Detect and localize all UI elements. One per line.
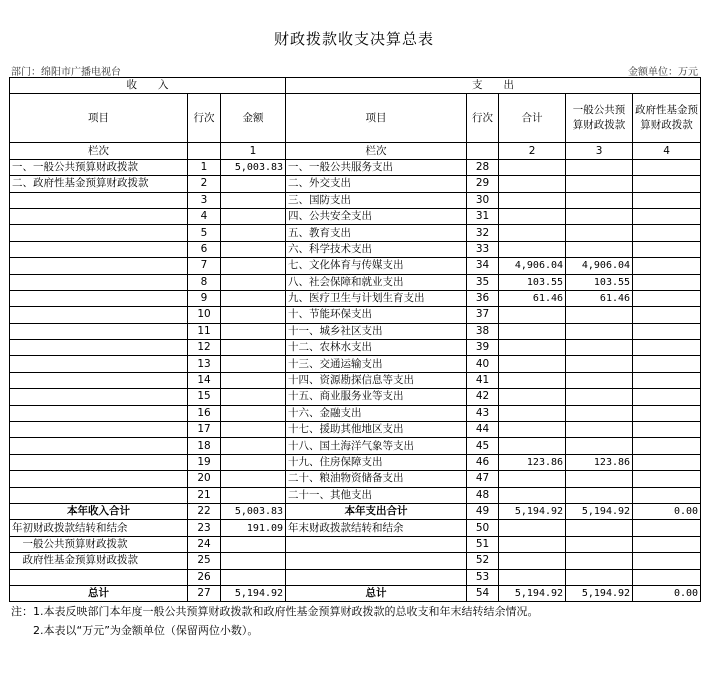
- income-rowno-cell: 27: [188, 585, 221, 601]
- expense-total-cell: [499, 241, 566, 257]
- income-item-cell: [10, 422, 188, 438]
- expense-fund-cell: [633, 422, 701, 438]
- income-item-cell: [10, 569, 188, 585]
- expense-total-cell: 103.55: [499, 274, 566, 290]
- expense-general-cell: [566, 536, 633, 552]
- income-rowno-cell: 7: [188, 258, 221, 274]
- expense-general-cell: [566, 438, 633, 454]
- expense-fund-cell: [633, 258, 701, 274]
- income-rowno-cell: 6: [188, 241, 221, 257]
- notes: [11, 602, 539, 640]
- expense-rowno-cell: 44: [467, 422, 499, 438]
- expense-item-cell: 十六、金融支出: [286, 405, 467, 421]
- expense-item-cell: 八、社会保障和就业支出: [286, 274, 467, 290]
- income-amount-cell: [221, 405, 286, 421]
- expense-rowno-cell: 45: [467, 438, 499, 454]
- expense-rowno-cell: 52: [467, 553, 499, 569]
- income-amount-cell: 5,003.83: [221, 503, 286, 519]
- expense-total-cell: [499, 372, 566, 388]
- lanci-empty: [188, 143, 221, 159]
- expense-item-cell: 五、教育支出: [286, 225, 467, 241]
- income-rowno-cell: 14: [188, 372, 221, 388]
- expense-total-cell: [499, 422, 566, 438]
- table-row: [10, 340, 701, 356]
- expense-item-cell: 十七、援助其他地区支出: [286, 422, 467, 438]
- expense-rowno-cell: 34: [467, 258, 499, 274]
- expense-rowno-cell: 30: [467, 192, 499, 208]
- expense-general-cell: [566, 569, 633, 585]
- expense-rowno-cell: 33: [467, 241, 499, 257]
- expense-total-cell: [499, 192, 566, 208]
- income-rowno-cell: 17: [188, 422, 221, 438]
- expense-rowno-cell: 46: [467, 454, 499, 470]
- expense-fund-cell: [633, 340, 701, 356]
- income-item-cell: [10, 307, 188, 323]
- expense-item-cell: 二十、粮油物资储备支出: [286, 471, 467, 487]
- lanci-col4: 4: [633, 143, 701, 159]
- expense-fund-cell: [633, 307, 701, 323]
- income-rowno-cell: 18: [188, 438, 221, 454]
- income-item-cell: [10, 454, 188, 470]
- income-amount-cell: [221, 258, 286, 274]
- income-item-cell: 政府性基金预算财政拨款: [10, 553, 188, 569]
- expense-fund-cell: [633, 192, 701, 208]
- expense-fund-cell: 0.00: [633, 503, 701, 519]
- summary-row: [10, 569, 701, 585]
- expense-total-cell: [499, 389, 566, 405]
- table-row: [10, 471, 701, 487]
- expense-item-cell: 九、医疗卫生与计划生育支出: [286, 290, 467, 306]
- expense-total-cell: [499, 471, 566, 487]
- income-amount-cell: 5,003.83: [221, 159, 286, 175]
- expense-item-cell: 十九、住房保障支出: [286, 454, 467, 470]
- income-rowno-cell: 19: [188, 454, 221, 470]
- income-rowno-cell: 15: [188, 389, 221, 405]
- table-row: [10, 372, 701, 388]
- expense-rowno-cell: 42: [467, 389, 499, 405]
- income-amount-cell: [221, 340, 286, 356]
- budget-summary-table: [9, 77, 701, 602]
- expense-fund-cell: [633, 159, 701, 175]
- expense-total-cell: [499, 176, 566, 192]
- expense-fund-cell: [633, 454, 701, 470]
- income-rowno-cell: 11: [188, 323, 221, 339]
- expense-rowno-cell: 51: [467, 536, 499, 552]
- expense-fund-cell: [633, 225, 701, 241]
- expense-rowno-cell: 29: [467, 176, 499, 192]
- income-item-cell: [10, 405, 188, 421]
- income-header: 收 入: [10, 78, 286, 94]
- column-header-row: [10, 94, 701, 143]
- expense-general-cell: [566, 159, 633, 175]
- expense-item-cell: 十四、资源勘探信息等支出: [286, 372, 467, 388]
- expense-general-cell: [566, 422, 633, 438]
- expense-rowno-cell: 31: [467, 208, 499, 224]
- expense-general-cell: [566, 241, 633, 257]
- income-item-cell: [10, 438, 188, 454]
- income-item-cell: [10, 225, 188, 241]
- expense-rowno-cell: 40: [467, 356, 499, 372]
- expense-total-cell: [499, 225, 566, 241]
- income-amount-cell: [221, 422, 286, 438]
- expense-fund-cell: [633, 356, 701, 372]
- expense-rowno-cell: 38: [467, 323, 499, 339]
- expense-item-cell: [286, 569, 467, 585]
- summary-row: [10, 585, 701, 601]
- expense-rowno-cell: 39: [467, 340, 499, 356]
- expense-general-cell: [566, 389, 633, 405]
- expense-item-cell: 四、公共安全支出: [286, 208, 467, 224]
- note-1: 注：1.本表反映部门本年度一般公共预算财政拨款和政府性基金预算财政拨款的总收支和年末结转结余情况。: [11, 605, 539, 618]
- income-item-cell: [10, 258, 188, 274]
- table-row: [10, 307, 701, 323]
- expense-general-cell: 123.86: [566, 454, 633, 470]
- expense-general-cell: 5,194.92: [566, 585, 633, 601]
- table-row: [10, 454, 701, 470]
- income-item-cell: 总计: [10, 585, 188, 601]
- expense-general-cell: 103.55: [566, 274, 633, 290]
- income-amount-cell: [221, 323, 286, 339]
- expense-general-cell: [566, 405, 633, 421]
- income-rowno-cell: 22: [188, 503, 221, 519]
- expense-fund-cell: [633, 536, 701, 552]
- lanci-col1: 1: [221, 143, 286, 159]
- income-item-cell: [10, 356, 188, 372]
- income-rowno-cell: 13: [188, 356, 221, 372]
- expense-item-cell: 年末财政拨款结转和结余: [286, 520, 467, 536]
- lanci-expense: 栏次: [286, 143, 467, 159]
- income-item-cell: 年初财政拨款结转和结余: [10, 520, 188, 536]
- income-rowno-cell: 4: [188, 208, 221, 224]
- income-item-cell: 一般公共预算财政拨款: [10, 536, 188, 552]
- income-amount-cell: [221, 372, 286, 388]
- expense-total-cell: [499, 405, 566, 421]
- summary-row: [10, 503, 701, 519]
- summary-row: [10, 536, 701, 552]
- expense-rowno-cell: 43: [467, 405, 499, 421]
- expense-rowno-cell: 54: [467, 585, 499, 601]
- expense-item-cell: 本年支出合计: [286, 503, 467, 519]
- income-rowno-cell: 2: [188, 176, 221, 192]
- income-amount-cell: [221, 356, 286, 372]
- unit-label: 金额单位：万元: [628, 67, 698, 78]
- expense-rowno-cell: 48: [467, 487, 499, 503]
- expense-item-cell: 十三、交通运输支出: [286, 356, 467, 372]
- income-amount-cell: [221, 389, 286, 405]
- income-amount-cell: [221, 225, 286, 241]
- expense-general-cell: [566, 323, 633, 339]
- expense-fund-cell: [633, 323, 701, 339]
- income-item-cell: [10, 290, 188, 306]
- expense-rowno-cell: 37: [467, 307, 499, 323]
- expense-rowno-cell: 32: [467, 225, 499, 241]
- expense-general-cell: [566, 520, 633, 536]
- income-amount-cell: [221, 290, 286, 306]
- income-item-cell: [10, 274, 188, 290]
- income-amount-cell: [221, 241, 286, 257]
- expense-general-cell: 61.46: [566, 290, 633, 306]
- note-2: 2.本表以“万元”为金额单位（保留两位小数）。: [33, 624, 259, 637]
- table-row: [10, 405, 701, 421]
- header-rowno-expense: 行次: [467, 94, 499, 143]
- income-item-cell: 一、一般公共预算财政拨款: [10, 159, 188, 175]
- expense-general-cell: [566, 307, 633, 323]
- income-amount-cell: [221, 471, 286, 487]
- expense-general-cell: [566, 487, 633, 503]
- lanci-row: [10, 143, 701, 159]
- income-item-cell: [10, 340, 188, 356]
- lanci-empty: [467, 143, 499, 159]
- expense-total-cell: [499, 487, 566, 503]
- expense-total-cell: [499, 208, 566, 224]
- expense-general-cell: [566, 176, 633, 192]
- expense-item-cell: 六、科学技术支出: [286, 241, 467, 257]
- header-amount: 金额: [221, 94, 286, 143]
- table-row: [10, 208, 701, 224]
- expense-rowno-cell: 36: [467, 290, 499, 306]
- expense-general-cell: [566, 340, 633, 356]
- income-rowno-cell: 9: [188, 290, 221, 306]
- lanci-income: 栏次: [10, 143, 188, 159]
- table-row: [10, 176, 701, 192]
- expense-fund-cell: [633, 520, 701, 536]
- income-item-cell: 二、政府性基金预算财政拨款: [10, 176, 188, 192]
- income-rowno-cell: 21: [188, 487, 221, 503]
- expense-total-cell: 5,194.92: [499, 585, 566, 601]
- expense-rowno-cell: 41: [467, 372, 499, 388]
- expense-total-cell: [499, 340, 566, 356]
- table-row: [10, 389, 701, 405]
- expense-item-cell: 三、国防支出: [286, 192, 467, 208]
- income-rowno-cell: 3: [188, 192, 221, 208]
- expense-item-cell: 总计: [286, 585, 467, 601]
- expense-item-cell: [286, 553, 467, 569]
- income-item-cell: [10, 192, 188, 208]
- expense-item-cell: 十、节能环保支出: [286, 307, 467, 323]
- income-rowno-cell: 1: [188, 159, 221, 175]
- expense-item-cell: 十八、国土海洋气象等支出: [286, 438, 467, 454]
- expense-rowno-cell: 28: [467, 159, 499, 175]
- expense-general-cell: [566, 471, 633, 487]
- expense-total-cell: 123.86: [499, 454, 566, 470]
- income-item-cell: [10, 389, 188, 405]
- table-row: [10, 159, 701, 175]
- table-row: [10, 422, 701, 438]
- expense-general-cell: [566, 208, 633, 224]
- income-rowno-cell: 16: [188, 405, 221, 421]
- header-item-expense: 项目: [286, 94, 467, 143]
- expense-fund-cell: [633, 471, 701, 487]
- expense-total-cell: [499, 307, 566, 323]
- expense-rowno-cell: 50: [467, 520, 499, 536]
- expense-item-cell: 十一、城乡社区支出: [286, 323, 467, 339]
- income-amount-cell: [221, 553, 286, 569]
- expense-total-cell: [499, 520, 566, 536]
- header-rowno-income: 行次: [188, 94, 221, 143]
- expense-item-cell: 二十一、其他支出: [286, 487, 467, 503]
- expense-total-cell: [499, 569, 566, 585]
- income-rowno-cell: 10: [188, 307, 221, 323]
- income-item-cell: [10, 372, 188, 388]
- table-row: [10, 356, 701, 372]
- header-total: 合计: [499, 94, 566, 143]
- income-rowno-cell: 25: [188, 553, 221, 569]
- income-amount-cell: [221, 208, 286, 224]
- income-amount-cell: [221, 536, 286, 552]
- table-row: [10, 274, 701, 290]
- expense-fund-cell: [633, 487, 701, 503]
- expense-general-cell: [566, 356, 633, 372]
- expense-fund-cell: [633, 553, 701, 569]
- income-rowno-cell: 24: [188, 536, 221, 552]
- header-general-budget: 一般公共预算财政拨款: [566, 94, 633, 143]
- lanci-col2: 2: [499, 143, 566, 159]
- income-item-cell: [10, 323, 188, 339]
- table-row: [10, 438, 701, 454]
- table-row: [10, 258, 701, 274]
- expense-item-cell: 一、一般公共服务支出: [286, 159, 467, 175]
- income-item-cell: [10, 241, 188, 257]
- expense-item-cell: 十五、商业服务业等支出: [286, 389, 467, 405]
- expense-general-cell: 4,906.04: [566, 258, 633, 274]
- expense-item-cell: 七、文化体育与传媒支出: [286, 258, 467, 274]
- expense-total-cell: 4,906.04: [499, 258, 566, 274]
- expense-total-cell: [499, 323, 566, 339]
- income-amount-cell: [221, 454, 286, 470]
- table-row: [10, 192, 701, 208]
- expense-fund-cell: [633, 290, 701, 306]
- lanci-col3: 3: [566, 143, 633, 159]
- expense-general-cell: [566, 372, 633, 388]
- expense-fund-cell: [633, 176, 701, 192]
- income-rowno-cell: 5: [188, 225, 221, 241]
- expense-fund-cell: [633, 569, 701, 585]
- expense-rowno-cell: 35: [467, 274, 499, 290]
- income-rowno-cell: 26: [188, 569, 221, 585]
- summary-row: [10, 520, 701, 536]
- table-row: [10, 323, 701, 339]
- expense-fund-cell: [633, 405, 701, 421]
- expense-rowno-cell: 53: [467, 569, 499, 585]
- summary-row: [10, 553, 701, 569]
- report-title: 财政拨款收支决算总表: [273, 30, 434, 48]
- expense-total-cell: 5,194.92: [499, 503, 566, 519]
- expense-rowno-cell: 49: [467, 503, 499, 519]
- income-amount-cell: [221, 192, 286, 208]
- expense-rowno-cell: 47: [467, 471, 499, 487]
- income-amount-cell: [221, 274, 286, 290]
- income-item-cell: [10, 471, 188, 487]
- header-fund-budget: 政府性基金预算财政拨款: [633, 94, 701, 143]
- income-amount-cell: [221, 307, 286, 323]
- expense-fund-cell: [633, 372, 701, 388]
- expense-general-cell: [566, 553, 633, 569]
- expense-total-cell: 61.46: [499, 290, 566, 306]
- expense-general-cell: [566, 225, 633, 241]
- income-amount-cell: [221, 487, 286, 503]
- income-amount-cell: [221, 569, 286, 585]
- income-rowno-cell: 23: [188, 520, 221, 536]
- income-amount-cell: 5,194.92: [221, 585, 286, 601]
- expense-item-cell: [286, 536, 467, 552]
- income-item-cell: 本年收入合计: [10, 503, 188, 519]
- expense-fund-cell: [633, 241, 701, 257]
- expense-item-cell: 十二、农林水支出: [286, 340, 467, 356]
- expense-fund-cell: [633, 274, 701, 290]
- income-rowno-cell: 20: [188, 471, 221, 487]
- expense-total-cell: [499, 356, 566, 372]
- income-item-cell: [10, 487, 188, 503]
- section-header-row: [10, 78, 701, 94]
- expense-general-cell: 5,194.92: [566, 503, 633, 519]
- expense-total-cell: [499, 536, 566, 552]
- table-row: [10, 241, 701, 257]
- expense-total-cell: [499, 553, 566, 569]
- expense-fund-cell: [633, 208, 701, 224]
- expense-general-cell: [566, 192, 633, 208]
- income-amount-cell: [221, 438, 286, 454]
- expense-item-cell: 二、外交支出: [286, 176, 467, 192]
- income-rowno-cell: 8: [188, 274, 221, 290]
- expense-header: 支 出: [286, 78, 701, 94]
- department-label: 部门：绵阳市广播电视台: [11, 67, 121, 78]
- expense-fund-cell: [633, 438, 701, 454]
- income-amount-cell: 191.09: [221, 520, 286, 536]
- expense-total-cell: [499, 438, 566, 454]
- expense-fund-cell: 0.00: [633, 585, 701, 601]
- income-rowno-cell: 12: [188, 340, 221, 356]
- expense-total-cell: [499, 159, 566, 175]
- table-row: [10, 225, 701, 241]
- table-row: [10, 487, 701, 503]
- income-item-cell: [10, 208, 188, 224]
- header-item-income: 项目: [10, 94, 188, 143]
- expense-fund-cell: [633, 389, 701, 405]
- table-row: [10, 290, 701, 306]
- income-amount-cell: [221, 176, 286, 192]
